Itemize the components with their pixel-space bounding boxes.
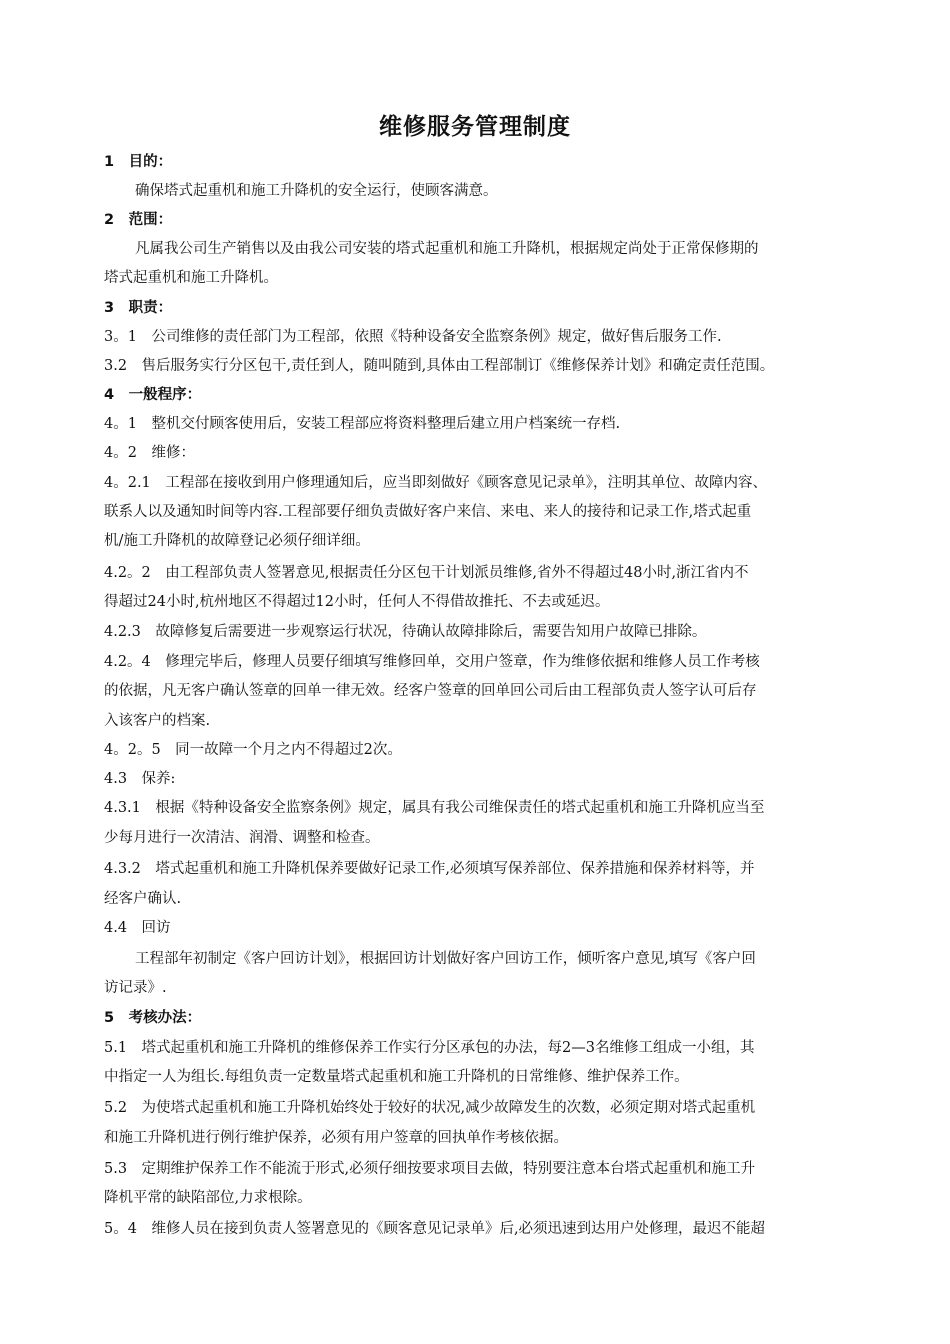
- paragraph-line: 4.2.3 故障修复后需要进一步观察运行状况，待确认故障排除后，需要告知用户故障已排除。: [104, 624, 707, 640]
- paragraph-line: 4.4 回访: [104, 920, 171, 936]
- paragraph-line: 3.2 售后服务实行分区包干,责任到人，随叫随到,具体由工程部制订《维修保养计划》和确定责任范围。: [104, 358, 775, 374]
- paragraph-line: 5.3 定期维护保养工作不能流于形式,必须仔细按要求项目去做，特别要注意本台塔式起重机和施工升: [104, 1161, 756, 1177]
- paragraph-line: 的依据，凡无客户确认签章的回单一律无效。经客户签章的回单回公司后由工程部负责人签字认可后存: [104, 683, 757, 699]
- section-heading-purpose: 1 目的：: [104, 154, 173, 170]
- paragraph-line: 机/施工升降机的故障登记必须仔细详细。: [104, 533, 370, 549]
- paragraph-line: 联系人以及通知时间等内容.工程部要仔细负责做好客户来信、来电、来人的接待和记录工作,塔式起重: [104, 504, 752, 520]
- paragraph-line: 塔式起重机和施工升降机。: [104, 270, 278, 286]
- paragraph-line: 少每月进行一次清洁、润滑、调整和检查。: [104, 830, 380, 846]
- section-heading-assessment: 5 考核办法：: [104, 1010, 202, 1026]
- paragraph-line: 4.3.1 根据《特种设备安全监察条例》规定，属具有我公司维保责任的塔式起重机和施工升降机应当至: [104, 800, 765, 816]
- paragraph-line: 4。1 整机交付顾客使用后，安装工程部应将资料整理后建立用户档案统一存档.: [104, 416, 621, 432]
- paragraph-line: 入该客户的档案.: [104, 713, 211, 729]
- paragraph-line: 4。2.1 工程部在接收到用户修理通知后，应当即刻做好《顾客意见记录单》，注明其单位、故障内容、: [104, 475, 768, 491]
- paragraph-line: 4。2。5 同一故障一个月之内不得超过2次。: [104, 742, 402, 758]
- paragraph-line: 确保塔式起重机和施工升降机的安全运行，使顾客满意。: [135, 183, 498, 199]
- paragraph-line: 4.3 保养:: [104, 771, 176, 787]
- section-heading-procedure: 4 一般程序：: [104, 387, 202, 403]
- paragraph-line: 4.2。4 修理完毕后，修理人员要仔细填写维修回单，交用户签章，作为维修依据和维修人员工作考核: [104, 654, 760, 670]
- paragraph-line: 3。1 公司维修的责任部门为工程部，依照《特种设备安全监察条例》规定，做好售后服务工作.: [104, 329, 722, 345]
- paragraph-line: 工程部年初制定《客户回访计划》，根据回访计划做好客户回访工作，倾听客户意见,填写《客户回: [135, 951, 756, 967]
- paragraph-line: 中指定一人为组长.每组负责一定数量塔式起重机和施工升降机的日常维修、维护保养工作。: [104, 1069, 689, 1085]
- paragraph-line: 4.3.2 塔式起重机和施工升降机保养要做好记录工作,必须填写保养部位、保养措施和保养材料等，并: [104, 861, 755, 877]
- paragraph-line: 经客户确认.: [104, 891, 182, 907]
- section-heading-responsibility: 3 职责：: [104, 300, 173, 316]
- paragraph-line: 访记录》.: [104, 980, 167, 996]
- paragraph-line: 5.2 为使塔式起重机和施工升降机始终处于较好的状况,减少故障发生的次数，必须定期对塔式起重机: [104, 1100, 756, 1116]
- paragraph-line: 4.2。2 由工程部负责人签署意见,根据责任分区包干计划派员维修,省外不得超过48小时,浙江省内不: [104, 565, 749, 581]
- paragraph-line: 凡属我公司生产销售以及由我公司安装的塔式起重机和施工升降机，根据规定尚处于正常保修期的: [135, 241, 759, 257]
- paragraph-line: 降机平常的缺陷部位,力求根除。: [104, 1190, 312, 1206]
- paragraph-line: 5。4 维修人员在接到负责人签署意见的《顾客意见记录单》后,必须迅速到达用户处修理，最迟不能超: [104, 1221, 766, 1237]
- paragraph-line: 5.1 塔式起重机和施工升降机的维修保养工作实行分区承包的办法，每2—3名维修工组成一小组，其: [104, 1040, 755, 1056]
- paragraph-line: 和施工升降机进行例行维护保养，必须有用户签章的回执单作考核依据。: [104, 1130, 568, 1146]
- paragraph-line: 4。2 维修：: [104, 445, 195, 461]
- paragraph-line: 得超过24小时,杭州地区不得超过12小时，任何人不得借故推托、不去或延迟。: [104, 594, 610, 610]
- document-title: 维修服务管理制度: [379, 114, 571, 140]
- section-heading-scope: 2 范围：: [104, 212, 173, 228]
